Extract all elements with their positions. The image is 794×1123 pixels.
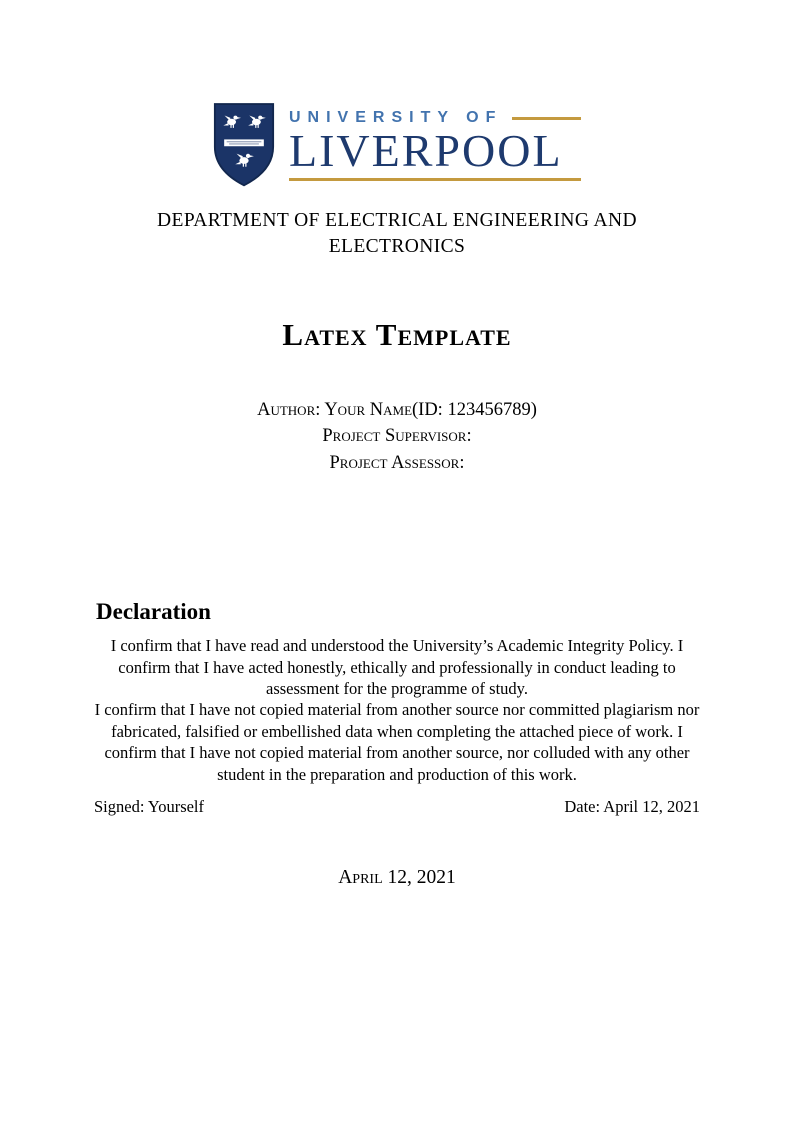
- document-title: Latex Template: [282, 316, 512, 352]
- university-logo: [0, 100, 794, 190]
- university-of-text: UNIVERSITY OF: [289, 109, 503, 127]
- author-line: Author: Your Name(ID: 123456789): [257, 399, 537, 420]
- gold-rule-bottom: [289, 178, 581, 181]
- supervisor-line: Project Supervisor:: [322, 426, 472, 447]
- signed-label: Signed: Yourself: [94, 797, 205, 817]
- liverpool-shield-icon: [213, 102, 275, 188]
- declaration-body: [90, 635, 704, 785]
- logo-wordmark: [289, 109, 581, 180]
- assessor-line: Project Assessor:: [329, 453, 465, 474]
- signed-row: [94, 797, 700, 817]
- footer-date: April 12, 2021: [338, 867, 456, 889]
- author-block: [0, 397, 794, 477]
- declaration-paragraph-1: I confirm that I have read and understood the University’s Academic Integrity Policy. I confirm that I have acted honestly, ethically and professionally in conduct leading to assessment for the programme of study.: [110, 636, 684, 698]
- gold-rule-top: [512, 117, 581, 120]
- declaration-paragraph-2: I confirm that I have not copied material from another source nor committed plagiarism nor fabricated, falsified or embellished data when completing the attached piece of work. I confirm that I have not copied material from another source, nor colluded with any other student in the preparation and production of this work.: [94, 700, 700, 784]
- liverpool-text: LIVERPOOL: [289, 125, 563, 177]
- department-line-2: ELECTRONICS: [328, 236, 466, 258]
- declaration-heading: Declaration: [96, 599, 211, 625]
- date-label: Date: April 12, 2021: [564, 797, 700, 817]
- department-line-1: DEPARTMENT OF ELECTRICAL ENGINEERING AND: [157, 210, 637, 231]
- department-heading: [0, 208, 794, 261]
